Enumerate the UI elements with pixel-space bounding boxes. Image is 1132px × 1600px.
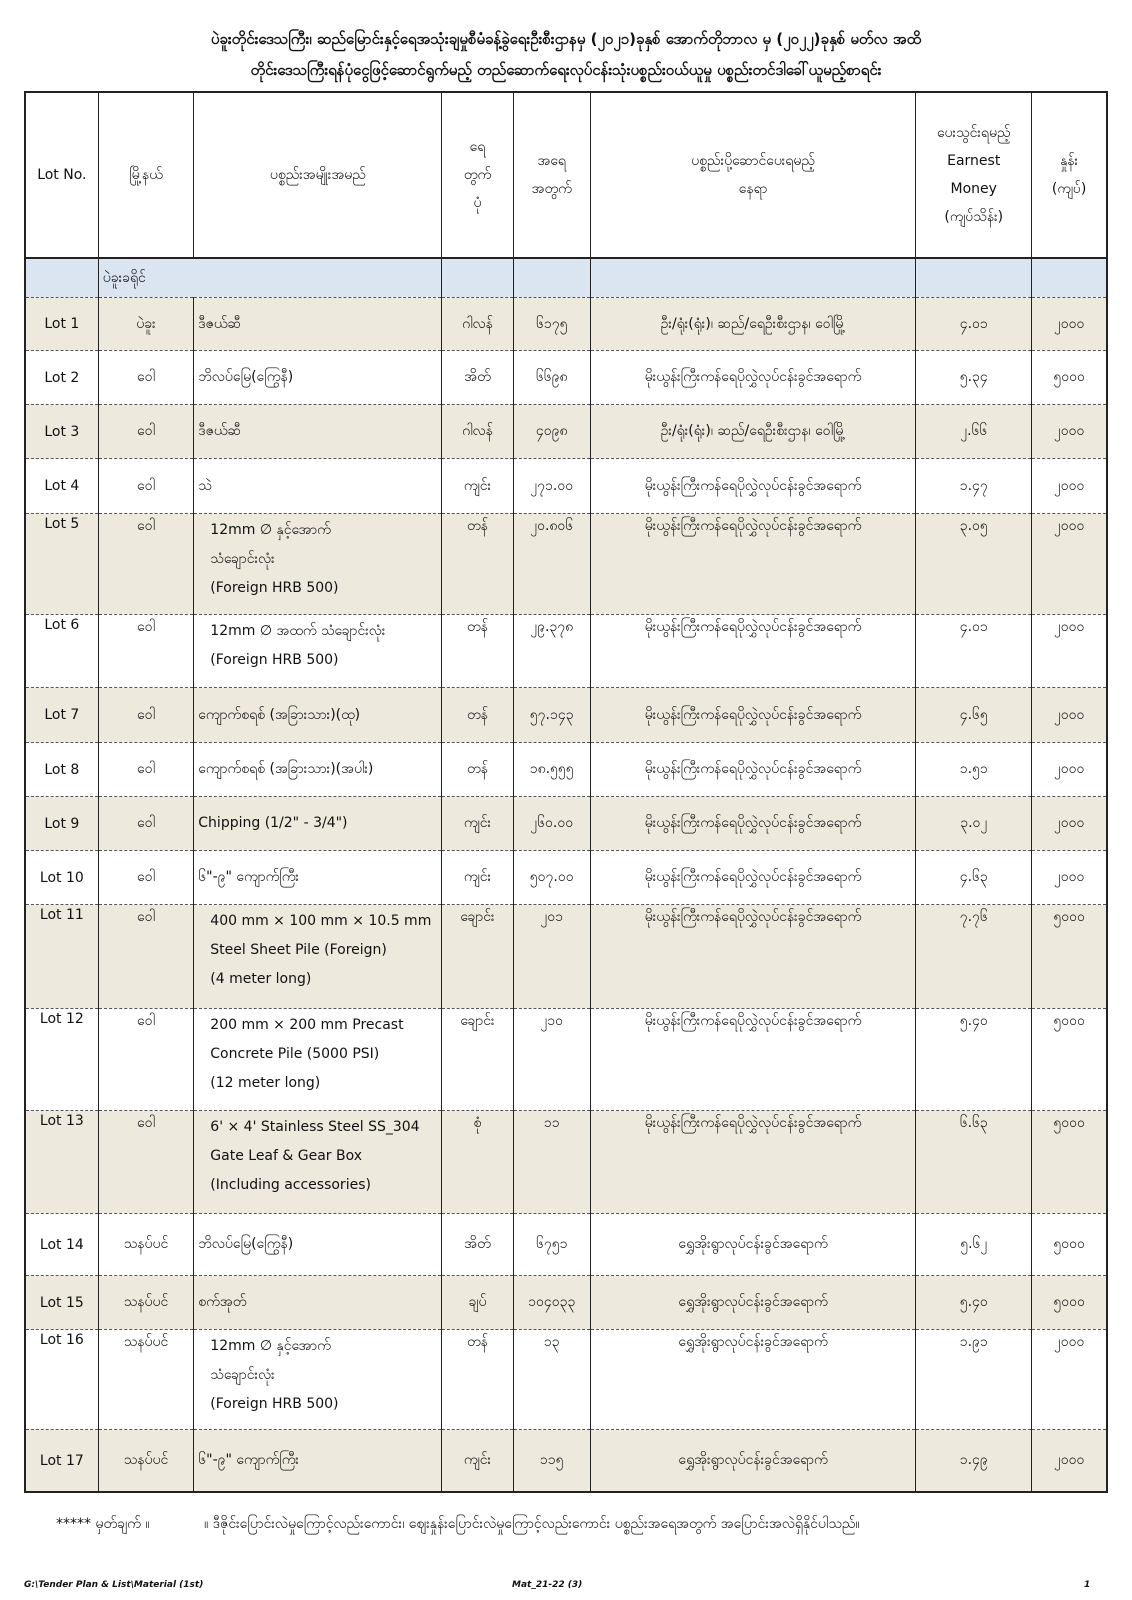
section-label: ပဲခူးခရိုင် xyxy=(98,258,442,298)
section-spacer xyxy=(916,258,1032,298)
header-item-name: ပစ္စည်းအမျိုးအမည် xyxy=(194,92,442,258)
delivery-place-cell: မိုးယွန်းကြီးကန်ရေပိုလွှဲလုပ်ငန်းခွင်အရောက် xyxy=(590,851,915,905)
quantity-cell: ၁၁ xyxy=(513,1111,590,1214)
table-row xyxy=(25,1214,1107,1276)
fee-cell: ၂၀၀၀ xyxy=(1032,405,1107,459)
delivery-place-cell: ရွှေအိုးရွာလုပ်ငန်းခွင်အရောက် xyxy=(590,1276,915,1330)
township-cell: ဝေါ xyxy=(98,1111,194,1214)
delivery-place-cell: မိုးယွန်းကြီးကန်ရေပိုလွှဲလုပ်ငန်းခွင်အရောက် xyxy=(590,615,915,688)
unit-cell: ကျင်း xyxy=(442,851,513,905)
lot-number-cell: Lot 2 xyxy=(25,351,98,405)
document-title-line2: တိုင်းဒေသကြီးရန်ပုံငွေဖြင့်ဆောင်ရွက်မည့် တည်ဆောက်ရေးလုပ်ငန်းသုံးပစ္စည်းဝယ်ယူမှု ပစ္စည်းတင်ဒါခေါ်ယူမည့်စာရင်း xyxy=(250,61,882,79)
item-name-line: သံချောင်းလုံး xyxy=(210,551,275,567)
earnest-money-cell: ၄.၀၁ xyxy=(916,298,1032,351)
township-cell: ဝေါ xyxy=(98,405,194,459)
earnest-money-cell: ၆.၆၃ xyxy=(916,1111,1032,1214)
item-name-cell xyxy=(194,298,442,351)
item-name-cell xyxy=(194,351,442,405)
unit-cell: ချောင်း xyxy=(442,1009,513,1111)
fee-cell: ၂၀၀၀ xyxy=(1032,743,1107,797)
township-cell: ဝေါ xyxy=(98,743,194,797)
header-quantity-line: အရေ xyxy=(537,153,566,169)
unit-cell: ကျင်း xyxy=(442,459,513,514)
header-fee-line: နှုန်း xyxy=(1060,153,1079,169)
header-money-line: Earnest xyxy=(947,153,1001,169)
delivery-place-cell: မိုးယွန်းကြီးကန်ရေပိုလွှဲလုပ်ငန်းခွင်အရောက် xyxy=(590,905,915,1009)
item-name-cell xyxy=(194,1430,442,1493)
header-unit-line: ရေ xyxy=(469,139,486,155)
fee-cell: ၂၀၀၀ xyxy=(1032,459,1107,514)
quantity-cell: ၂၉.၃၇၈ xyxy=(513,615,590,688)
earnest-money-cell: ၁.၉၁ xyxy=(916,1330,1032,1430)
item-name-cell xyxy=(194,797,442,851)
quantity-cell: ၆၁၇၅ xyxy=(513,298,590,351)
item-name-line: Concrete Pile (5000 PSI) xyxy=(210,1046,380,1062)
table-row xyxy=(25,797,1107,851)
unit-cell: ချောင်း xyxy=(442,905,513,1009)
item-name-cell xyxy=(194,905,442,1009)
delivery-place-cell: မိုးယွန်းကြီးကန်ရေပိုလွှဲလုပ်ငန်းခွင်အရောက် xyxy=(590,743,915,797)
quantity-cell: ၁၁၅ xyxy=(513,1430,590,1493)
header-earnest-money xyxy=(916,92,1032,258)
section-spacer xyxy=(442,258,513,298)
table-row xyxy=(25,1111,1107,1214)
table-row xyxy=(25,688,1107,743)
earnest-money-cell: ၅.၄၀ xyxy=(916,1276,1032,1330)
earnest-money-cell: ၅.၃၄ xyxy=(916,351,1032,405)
delivery-place-cell: ရွှေအိုးရွာလုပ်ငန်းခွင်အရောက် xyxy=(590,1330,915,1430)
fee-cell: ၂၀၀၀ xyxy=(1032,688,1107,743)
fee-cell: ၂၀၀၀ xyxy=(1032,1430,1107,1493)
delivery-place-cell: ရွှေအိုးရွာလုပ်ငန်းခွင်အရောက် xyxy=(590,1430,915,1493)
quantity-cell: ၂၀.၈၀၆ xyxy=(513,514,590,615)
item-name-line: 200 mm × 200 mm Precast xyxy=(210,1017,404,1033)
table-row xyxy=(25,351,1107,405)
unit-cell: ချပ် xyxy=(442,1276,513,1330)
item-name-line: 400 mm × 100 mm × 10.5 mm xyxy=(210,913,432,929)
earnest-money-cell: ၁.၄၉ xyxy=(916,1430,1032,1493)
quantity-cell: ၄၀၉၈ xyxy=(513,405,590,459)
item-name-cell xyxy=(194,743,442,797)
delivery-place-cell: ဦး/ရုံး(ရုံး)၊ ဆည်/ရေဦးစီးဌာန၊ ဝေါမြို့ xyxy=(590,405,915,459)
lot-number-cell: Lot 8 xyxy=(25,743,98,797)
earnest-money-cell: ၇.၇၆ xyxy=(916,905,1032,1009)
footer-page-number: 1 xyxy=(1084,1580,1091,1590)
earnest-money-cell: ၄.၆၃ xyxy=(916,851,1032,905)
item-name-cell xyxy=(194,688,442,743)
township-cell: ဝေါ xyxy=(98,905,194,1009)
item-name-line: Gate Leaf & Gear Box xyxy=(210,1148,363,1164)
table-row xyxy=(25,1330,1107,1430)
quantity-cell: ၅၀၇.၀၀ xyxy=(513,851,590,905)
township-cell: ဝေါ xyxy=(98,351,194,405)
header-unit-line: ပုံ xyxy=(473,195,482,211)
township-cell: ဝေါ xyxy=(98,615,194,688)
lot-number-cell: Lot 10 xyxy=(25,851,98,905)
earnest-money-cell: ၂.၆၆ xyxy=(916,405,1032,459)
township-cell: သနပ်ပင် xyxy=(98,1330,194,1430)
quantity-cell: ၂၀၁ xyxy=(513,905,590,1009)
unit-cell: ဂါလန် xyxy=(442,298,513,351)
item-name-line: 12mm ∅ နှင့်အောက် xyxy=(210,1338,331,1354)
item-name-line: (Foreign HRB 500) xyxy=(210,652,339,668)
item-name-cell xyxy=(194,1111,442,1214)
footer-path: G:\Tender Plan & List\Material (1st) xyxy=(24,1580,204,1590)
earnest-money-cell: ၅.၄၀ xyxy=(916,1009,1032,1111)
fee-cell: ၂၀၀၀ xyxy=(1032,797,1107,851)
item-name-line: (4 meter long) xyxy=(210,971,312,987)
section-spacer xyxy=(513,258,590,298)
fee-cell: ၅၀၀၀ xyxy=(1032,905,1107,1009)
item-name-cell xyxy=(194,1009,442,1111)
item-name-line: (12 meter long) xyxy=(210,1075,321,1091)
item-name-line: ၆"-၉" ကျောက်ကြီး xyxy=(198,869,299,885)
fee-cell: ၂၀၀၀ xyxy=(1032,298,1107,351)
section-spacer xyxy=(25,258,98,298)
delivery-place-cell: ရွှေအိုးရွာလုပ်ငန်းခွင်အရောက် xyxy=(590,1214,915,1276)
earnest-money-cell: ၄.၀၁ xyxy=(916,615,1032,688)
lot-number-cell: Lot 14 xyxy=(25,1214,98,1276)
note-text: ။ ဒီဇိုင်းပြောင်းလဲမှုကြောင့်လည်းကောင်း၊ ဈေးနှုန်းပြောင်းလဲမှုကြောင့်လည်းကောင်း ပစ္စည်းအရေအတွက် အပြောင်းအလဲရှိနိုင်ပါသည်။ xyxy=(204,1516,860,1532)
note-label: ***** မှတ်ချက် ။ xyxy=(56,1516,150,1532)
township-cell: ဝေါ xyxy=(98,1009,194,1111)
item-name-line: (Foreign HRB 500) xyxy=(210,1396,339,1412)
quantity-cell: ၂၆၀.၀၀ xyxy=(513,797,590,851)
document-title-line1: ပဲခူးတိုင်းဒေသကြီး၊ ဆည်မြောင်းနှင့်ရေအသုံးချမှုစီမံခန့်ခွဲရေးဦးစီးဌာနမှ (၂၀၂၁)ခုနှစ် အောက်တိုဘာလ မှ (၂၀၂၂)ခုနှစ် မတ်လ အထိ xyxy=(210,30,922,48)
township-cell: ဝေါ xyxy=(98,851,194,905)
header-quantity-line: အတွက် xyxy=(531,181,572,197)
unit-cell: အိတ် xyxy=(442,1214,513,1276)
fee-cell: ၅၀၀၀ xyxy=(1032,351,1107,405)
quantity-cell: ၆၇၅၁ xyxy=(513,1214,590,1276)
table-row xyxy=(25,743,1107,797)
item-name-cell xyxy=(194,1330,442,1430)
item-name-cell xyxy=(194,615,442,688)
header-township: မြို့နယ် xyxy=(98,92,194,258)
unit-cell: တန် xyxy=(442,514,513,615)
earnest-money-cell: ၃.၀၅ xyxy=(916,514,1032,615)
header-unit-line: တွက် xyxy=(463,167,492,183)
quantity-cell: ၁၈.၅၅၅ xyxy=(513,743,590,797)
header-money-line: ပေးသွင်းရမည့် xyxy=(936,125,1011,141)
township-cell: ပဲခူး xyxy=(98,298,194,351)
header-money-line: (ကျပ်သိန်း) xyxy=(944,209,1004,225)
header-fee-line: (ကျပ်) xyxy=(1051,181,1087,197)
township-cell: ဝေါ xyxy=(98,459,194,514)
table-row xyxy=(25,459,1107,514)
quantity-cell: ၂၇၁.၀၀ xyxy=(513,459,590,514)
lot-number-cell: Lot 1 xyxy=(25,298,98,351)
item-name-line: ၆"-၉" ကျောက်ကြီး xyxy=(198,1452,299,1468)
section-spacer xyxy=(1032,258,1107,298)
fee-cell: ၅၀၀၀ xyxy=(1032,1009,1107,1111)
item-name-line: ဘိလပ်မြေ(ကြွေနီ) xyxy=(198,369,294,385)
header-money-line: Money xyxy=(950,181,997,197)
header-row xyxy=(25,92,1107,258)
unit-cell: တန် xyxy=(442,743,513,797)
township-cell: ဝေါ xyxy=(98,797,194,851)
item-name-line: စက်အုတ် xyxy=(198,1294,247,1310)
item-name-line: 12mm ∅ နှင့်အောက် xyxy=(210,522,331,538)
quantity-cell: ၆၆၉၈ xyxy=(513,351,590,405)
township-cell: သနပ်ပင် xyxy=(98,1276,194,1330)
lot-number-cell: Lot 11 xyxy=(25,905,98,1009)
header-delivery-place xyxy=(590,92,915,258)
item-name-line: ဘိလပ်မြေ(ကြွေနီ) xyxy=(198,1236,294,1252)
header-place-line: ပစ္စည်းပို့ဆောင်ပေးရမည့် xyxy=(691,153,815,169)
lot-number-cell: Lot 9 xyxy=(25,797,98,851)
section-spacer xyxy=(590,258,915,298)
table-row xyxy=(25,514,1107,615)
header-fee xyxy=(1032,92,1107,258)
earnest-money-cell: ၁.၄၇ xyxy=(916,459,1032,514)
table-row xyxy=(25,1430,1107,1493)
quantity-cell: ၅၇.၁၄၃ xyxy=(513,688,590,743)
fee-cell: ၂၀၀၀ xyxy=(1032,615,1107,688)
earnest-money-cell: ၁.၅၁ xyxy=(916,743,1032,797)
item-name-line: ဒီဇယ်ဆီ xyxy=(198,423,242,439)
footer-code: Mat_21-22 (3) xyxy=(512,1580,583,1590)
fee-cell: ၂၀၀၀ xyxy=(1032,514,1107,615)
township-cell: ဝေါ xyxy=(98,688,194,743)
unit-cell: အိတ် xyxy=(442,351,513,405)
delivery-place-cell: မိုးယွန်းကြီးကန်ရေပိုလွှဲလုပ်ငန်းခွင်အရောက် xyxy=(590,459,915,514)
header-lot-no: Lot No. xyxy=(25,92,98,258)
unit-cell: တန် xyxy=(442,615,513,688)
unit-cell: ကျင်း xyxy=(442,797,513,851)
item-name-cell xyxy=(194,459,442,514)
delivery-place-cell: မိုးယွန်းကြီးကန်ရေပိုလွှဲလုပ်ငန်းခွင်အရောက် xyxy=(590,688,915,743)
table-row xyxy=(25,1009,1107,1111)
item-name-cell xyxy=(194,405,442,459)
lot-number-cell: Lot 13 xyxy=(25,1111,98,1214)
section-row xyxy=(25,258,1107,298)
item-name-cell xyxy=(194,851,442,905)
earnest-money-cell: ၃.၀၂ xyxy=(916,797,1032,851)
lot-number-cell: Lot 17 xyxy=(25,1430,98,1493)
item-name-line: (Foreign HRB 500) xyxy=(210,580,339,596)
lot-number-cell: Lot 6 xyxy=(25,615,98,688)
item-name-line: ဒီဇယ်ဆီ xyxy=(198,315,242,332)
unit-cell: စုံ xyxy=(442,1111,513,1214)
item-name-line: ကျောက်စရစ် (အခြားသား)(အပါး) xyxy=(198,761,374,777)
table-row xyxy=(25,405,1107,459)
item-name-cell xyxy=(194,1276,442,1330)
earnest-money-cell: ၅.၆၂ xyxy=(916,1214,1032,1276)
item-name-line: (Including accessories) xyxy=(210,1177,371,1193)
lot-number-cell: Lot 12 xyxy=(25,1009,98,1111)
delivery-place-cell: မိုးယွန်းကြီးကန်ရေပိုလွှဲလုပ်ငန်းခွင်အရောက် xyxy=(590,1009,915,1111)
item-name-line: Steel Sheet Pile (Foreign) xyxy=(210,942,387,958)
fee-cell: ၅၀၀၀ xyxy=(1032,1214,1107,1276)
quantity-cell: ၂၁၀ xyxy=(513,1009,590,1111)
fee-cell: ၅၀၀၀ xyxy=(1032,1276,1107,1330)
table-row xyxy=(25,298,1107,351)
delivery-place-cell: ဦး/ရုံး(ရုံး)၊ ဆည်/ရေဦးစီးဌာန၊ ဝေါမြို့ xyxy=(590,298,915,351)
item-name-line: 12mm ∅ အထက် သံချောင်းလုံး xyxy=(210,623,386,639)
delivery-place-cell: မိုးယွန်းကြီးကန်ရေပိုလွှဲလုပ်ငန်းခွင်အရောက် xyxy=(590,1111,915,1214)
lot-number-cell: Lot 4 xyxy=(25,459,98,514)
delivery-place-cell: မိုးယွန်းကြီးကန်ရေပိုလွှဲလုပ်ငန်းခွင်အရောက် xyxy=(590,514,915,615)
table-row xyxy=(25,851,1107,905)
lot-number-cell: Lot 7 xyxy=(25,688,98,743)
header-unit xyxy=(442,92,513,258)
unit-cell: ဂါလန် xyxy=(442,405,513,459)
header-quantity xyxy=(513,92,590,258)
lot-number-cell: Lot 15 xyxy=(25,1276,98,1330)
item-name-line: ကျောက်စရစ် (အခြားသား)(ထု) xyxy=(198,706,361,723)
item-name-line: သံချောင်းလုံး xyxy=(210,1367,275,1383)
quantity-cell: ၁၀၄၀၃၃ xyxy=(513,1276,590,1330)
item-name-cell xyxy=(194,1214,442,1276)
lot-number-cell: Lot 5 xyxy=(25,514,98,615)
table-row xyxy=(25,905,1107,1009)
item-name-line: 6' × 4' Stainless Steel SS_304 xyxy=(210,1119,420,1135)
unit-cell: ကျင်း xyxy=(442,1430,513,1493)
tender-table xyxy=(24,91,1108,1493)
quantity-cell: ၁၃ xyxy=(513,1330,590,1430)
township-cell: သနပ်ပင် xyxy=(98,1214,194,1276)
table-row xyxy=(25,615,1107,688)
unit-cell: တန် xyxy=(442,1330,513,1430)
lot-number-cell: Lot 3 xyxy=(25,405,98,459)
township-cell: သနပ်ပင် xyxy=(98,1430,194,1493)
fee-cell: ၂၀၀၀ xyxy=(1032,851,1107,905)
delivery-place-cell: မိုးယွန်းကြီးကန်ရေပိုလွှဲလုပ်ငန်းခွင်အရောက် xyxy=(590,797,915,851)
delivery-place-cell: မိုးယွန်းကြီးကန်ရေပိုလွှဲလုပ်ငန်းခွင်အရောက် xyxy=(590,351,915,405)
table-row xyxy=(25,1276,1107,1330)
item-name-line: သဲ xyxy=(198,477,212,494)
unit-cell: တန် xyxy=(442,688,513,743)
item-name-line: Chipping (1/2" - 3/4") xyxy=(198,815,348,831)
header-place-line: နေရာ xyxy=(738,181,768,197)
fee-cell: ၂၀၀၀ xyxy=(1032,1330,1107,1430)
fee-cell: ၅၀၀၀ xyxy=(1032,1111,1107,1214)
township-cell: ဝေါ xyxy=(98,514,194,615)
earnest-money-cell: ၄.၆၅ xyxy=(916,688,1032,743)
lot-number-cell: Lot 16 xyxy=(25,1330,98,1430)
item-name-cell xyxy=(194,514,442,615)
